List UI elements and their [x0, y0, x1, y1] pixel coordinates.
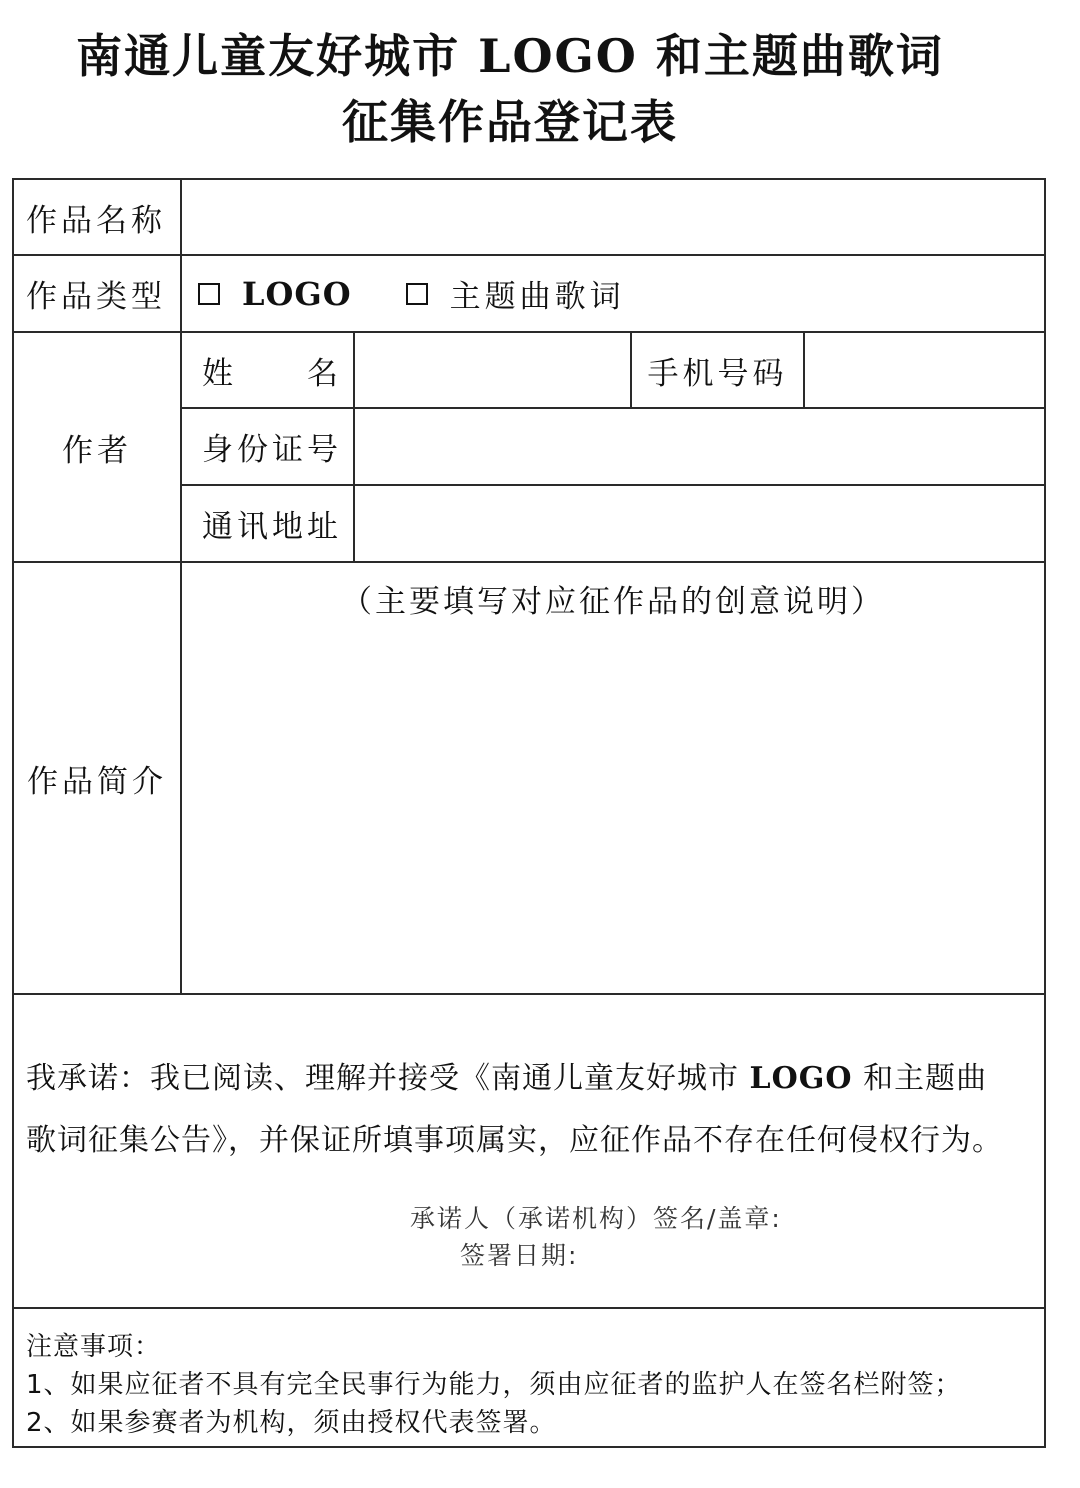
- id-number-label: 身份证号: [202, 432, 342, 468]
- signer-label: 承诺人（承诺机构）签名/盖章:: [410, 1204, 782, 1233]
- work-name-label: 作品名称: [26, 202, 166, 239]
- work-type-options: [198, 256, 625, 331]
- id-number-field[interactable]: [355, 409, 1044, 484]
- work-type-label: 作品类型: [26, 279, 166, 315]
- pledge-line-2: 歌词征集公告》，并保证所填事项属实，应征作品不存在任何侵权行为。: [26, 1123, 1003, 1158]
- intro-hint: （主要填写对应征作品的创意说明）: [341, 583, 885, 620]
- intro-label: 作品简介: [27, 763, 167, 800]
- intro-field[interactable]: [182, 620, 1044, 993]
- address-field[interactable]: [355, 486, 1044, 561]
- type-option-logo-label: LOGO: [242, 274, 352, 313]
- type-option-lyrics-label: 主题曲歌词: [449, 279, 625, 315]
- sign-date-label: 签署日期:: [460, 1241, 579, 1270]
- checkbox-icon[interactable]: [198, 283, 220, 305]
- address-label: 通讯地址: [202, 509, 342, 545]
- pledge-logo-text: LOGO: [749, 1061, 853, 1096]
- phone-field[interactable]: [805, 333, 1044, 407]
- form-title-line1: 南通儿童友好城市 LOGO 和主题曲歌词: [76, 29, 944, 83]
- pledge-line-1: [26, 1053, 1038, 1097]
- pledge-text-c: 和主题曲: [852, 1061, 988, 1096]
- registration-form: [12, 178, 1046, 1448]
- pledge-text-a: 我承诺：我已阅读、理解并接受《南通儿童友好城市: [26, 1061, 750, 1096]
- form-title-line2: 征集作品登记表: [342, 95, 678, 149]
- work-name-field[interactable]: [182, 180, 1044, 254]
- phone-label: 手机号码: [647, 355, 788, 392]
- name-label: 姓 名: [202, 355, 342, 392]
- notes-item-2: 2、如果参赛者为机构，须由授权代表签署。: [26, 1408, 557, 1438]
- author-label: 作者: [62, 432, 132, 469]
- name-field[interactable]: [355, 333, 630, 407]
- row-divider: [14, 1307, 1044, 1309]
- type-option-lyrics[interactable]: [406, 271, 625, 316]
- notes-heading: 注意事项：: [26, 1332, 162, 1362]
- checkbox-icon[interactable]: [406, 283, 428, 305]
- type-option-logo[interactable]: [198, 275, 352, 313]
- notes-item-1: 1、如果应征者不具有完全民事行为能力，须由应征者的监护人在签名栏附签；: [26, 1370, 962, 1400]
- row-divider: [14, 993, 1044, 995]
